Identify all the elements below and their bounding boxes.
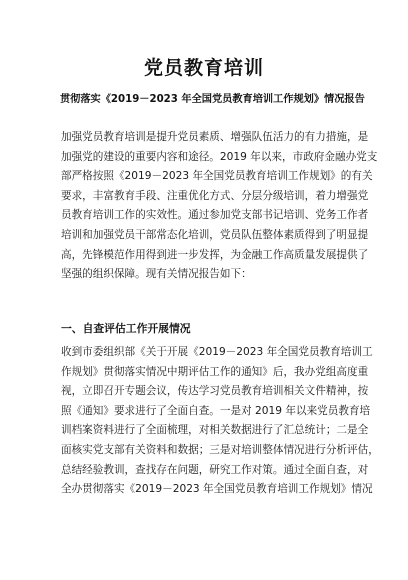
section-line: 照《通知》要求进行了全面自查。一是对 2019 年以来党员教育培 bbox=[61, 404, 371, 417]
section-line: 训档案资料进行了全面梳理，对相关数据进行了汇总统计；二是全 bbox=[61, 424, 369, 437]
intro-line: 高，先锋模范作用得到进一步发挥，为金融工作高质量发展提供了 bbox=[61, 248, 369, 261]
section-line: 视，立即召开专题会议，传达学习党员教育培训相关文件精神，按 bbox=[61, 385, 369, 398]
section-line: 作规划》贯彻落实情况中期评估工作的通知》后，我办党组高度重 bbox=[61, 365, 369, 378]
intro-paragraph bbox=[61, 128, 378, 285]
intro-line: 培训和加强党员干部常态化培训，党员队伍整体素质得到了明显提 bbox=[61, 228, 369, 241]
document-subtitle: 贯彻落实《2019－2023 年全国党员教育培训工作规划》情况报告 bbox=[60, 94, 365, 105]
intro-line: 坚强的组织保障。现有关情况报告如下： bbox=[61, 268, 252, 281]
section-line: 面核实党支部有关资料和数据；三是对培训整体情况进行分析评估， bbox=[61, 443, 379, 456]
section-line: 收到市委组织部《关于开展《2019－2023 年全国党员教育培训工 bbox=[61, 346, 373, 358]
section-line: 全办贯彻落实《2019－2023 年全国党员教育培训工作规划》情况 bbox=[61, 483, 373, 496]
document-title: 党员教育培训 bbox=[143, 57, 264, 79]
section-paragraph bbox=[61, 343, 379, 500]
intro-line: 要求，丰富教育手段、注重优化方式、分层分级培训，着力增强党 bbox=[61, 189, 369, 202]
intro-line: 部严格按照《2019－2023 年全国党员教育培训工作规划》的有关 bbox=[61, 170, 373, 183]
section-heading: 一、自查评估工作开展情况 bbox=[61, 322, 191, 335]
intro-line: 加强党的建设的重要内容和途径。2019 年以来，市政府金融办党支 bbox=[61, 150, 378, 163]
intro-line: 加强党员教育培训是提升党员素质、增强队伍活力的有力措施，是 bbox=[61, 131, 369, 143]
section-line: 总结经验教训，查找存在问题，研究工作对策。通过全面自查，对 bbox=[61, 463, 369, 476]
intro-line: 员教育培训工作的实效性。通过参加党支部书记培训、党务工作者 bbox=[61, 209, 369, 222]
